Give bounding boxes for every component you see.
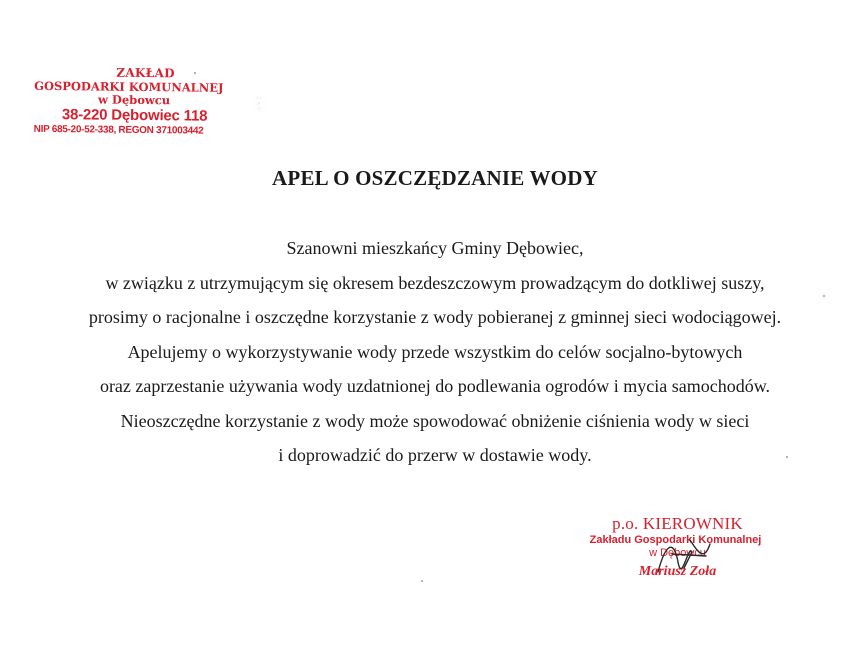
stamp-line-zaklad: ZAKŁAD xyxy=(116,65,175,81)
company-stamp xyxy=(33,65,262,139)
handwritten-signature-icon xyxy=(648,532,718,576)
appeal-line: i doprowadzić do przerw w dostawie wody. xyxy=(278,445,592,465)
stamp-side-mark: · · :· ·: xyxy=(256,96,262,113)
appeal-line: Nieoszczędne korzystanie z wody może spowodować obniżenie ciśnienia wody w sieci xyxy=(120,410,750,431)
page-title: APEL O OSZCZĘDZANIE WODY xyxy=(272,166,598,190)
scan-speck xyxy=(194,72,196,74)
appeal-line: prosimy o racjonalne i oszczędne korzystanie z wody pobieranej z gminnej sieci wodociągowej. xyxy=(88,307,782,327)
signature-name: Mariusz Zoła xyxy=(638,564,717,579)
appeal-line: oraz zaprzestanie używania wody uzdatnionej do podlewania ogrodów i mycia samochodów. xyxy=(99,376,771,396)
stamp-line-address: 38-220 Dębowiec 118 xyxy=(61,106,208,125)
stamp-line-place: w Dębowcu xyxy=(97,92,171,108)
signature-place: w Dębowcu xyxy=(649,547,706,559)
appeal-line: Szanowni mieszkańcy Gminy Dębowiec, xyxy=(286,238,584,258)
stamp-line-gospodarki: GOSPODARKI KOMUNALNEJ xyxy=(34,78,224,95)
signature-title: p.o. KIEROWNIK xyxy=(612,514,743,533)
scan-speck xyxy=(786,456,788,458)
scan-speck xyxy=(823,295,825,297)
signature-stamp xyxy=(590,514,765,581)
appeal-line: w związku z utrzymującym się okresem bezdeszczowym prowadzącym do dotkliwej suszy, xyxy=(105,272,765,293)
stamp-line-nip-regon: NIP 685-20-52-338, REGON 371003442 xyxy=(33,123,204,137)
appeal-line: Apelujemy o wykorzystywanie wody przede wszystkim do celów socjalno-bytowych xyxy=(127,341,743,362)
appeal-body xyxy=(0,231,850,473)
scan-speck xyxy=(421,580,423,582)
signature-organization: Zakładu Gospodarki Komunalnej xyxy=(589,534,762,546)
